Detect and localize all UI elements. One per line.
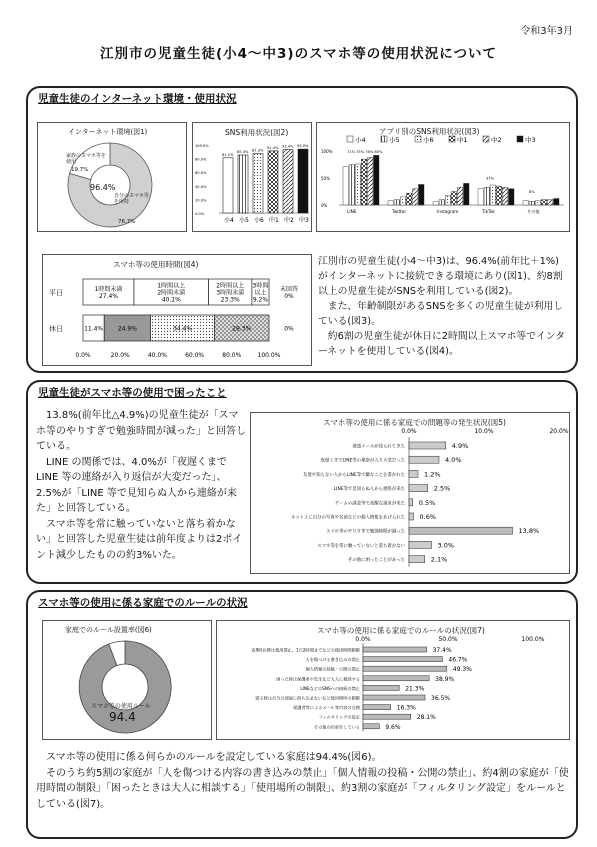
fig1-label-home: 家族のスマホ等を使用 [66,153,106,165]
fig1-chart [37,122,187,232]
fig5-bar [409,541,432,548]
fig4-segment-label: 2時間未満 [157,289,186,297]
fig2-data-label: 91.4% [267,145,279,150]
fig4-row-label: 休日 [49,325,63,333]
fig7-data-label: 28.1% [416,714,436,722]
fig2-xtick: 中3 [299,217,309,224]
fig2-ytick: 20.0% [195,198,207,203]
fig5-data-label: 0.5% [418,498,436,507]
fig4-segment-label: 以上 [254,289,267,297]
section3-para-1: スマホ等の使用に係る何らかのルールを設定している家庭は94.4%(図6)。 [36,752,382,763]
fig2-ytick: 100.0% [195,144,209,148]
fig7-category-label: その他の約束をしている [313,724,360,730]
fig3-svg [317,123,569,231]
fig4-extra-label: 0% [284,325,294,333]
section-home-rules [26,590,578,839]
fig7-category-label: 寝る時は自分の部屋に持ち込まないなど使用場所の制限 [255,695,360,701]
fig2-xtick: 小4 [224,217,234,224]
section1-para-3: 約6割の児童生徒が休日に2時間以上スマホ等でインターネットを使用している(図4)。 [318,331,566,357]
section3-para-2: そのうち約5割の家庭が「人を傷つける内容の書き込みの禁止」「個人情報の投稿・公開の禁止」、約4割の家庭が「使用時間の制限」「困ったときは大人に相談する」「使用場所の制限」、約3割の家庭が「フィルタリング設定」をルールとしている(図7)。 [36,767,569,810]
fig3-legend-label: 小6 [423,136,434,144]
fig5-category-label: ゲームの課金等で高額な請求が来た [334,501,405,507]
fig3-legend-label: 小4 [355,136,366,144]
fig3-annotation: 8% [529,190,535,194]
fig3-xtick: その他 [527,209,540,214]
fig3-title: アプリ別のSNS利用状況(図3) [379,127,480,136]
fig2-ytick: 60.0% [195,171,207,176]
section1-text [318,254,566,359]
fig7-data-label: 37.4% [432,647,452,654]
fig4-segment-label: 1時間以上 [157,282,186,290]
fig5-bar [409,513,414,520]
fig2-ytick: 0.0% [195,212,205,216]
fig1-value-own: 76.7% [118,219,136,225]
fig2-bar [253,154,263,213]
fig4-title: スマホ等の使用時間(図4) [113,260,199,269]
fig4-xtick: 100.0% [257,352,281,359]
fig7-category-label: 夜9時以降は使用禁止、1日2時間までなどの使用時間制限 [251,647,360,653]
section1-para-2: また、年齢制限があるSNSを多くの児童生徒が利用している(図3)。 [318,301,564,327]
fig3-bar [355,164,361,205]
fig3-ytick: 0% [321,203,328,208]
fig2-bar [283,149,293,213]
fig3-legend-label: 小5 [389,136,400,144]
fig3-bar [535,201,541,205]
fig1-label-own: 自分のスマホ等を所持 [114,193,149,205]
fig3-xtick: TikTok [482,209,495,214]
fig7-xtick: 0.0% [355,636,371,643]
fig7-xtick: 100.0% [521,636,545,643]
fig4-row-label: 平日 [49,289,63,297]
fig3-legend-swatch [347,136,353,142]
fig4-segment-label: 3時間未満 [216,289,245,297]
fig5-title: スマホ等の使用に係る家庭での問題等の発生状況(図5) [323,418,506,427]
fig4-segment-label: 24.9% [117,325,137,333]
fig7-data-label: 46.7% [448,656,468,664]
fig2-data-label: 93.9% [297,144,309,149]
fig4-xtick: 40.0% [147,352,167,359]
fig3-xtick: LINE [347,209,357,214]
fig3-bar [361,159,367,205]
fig1-pie [38,123,186,231]
fig3-bar [523,201,529,205]
fig3-bar [457,187,463,205]
fig5-category-label: スマホ等のやりすぎで勉強時間が減った [326,529,405,535]
fig4-segment-label: 3時間 [252,282,269,290]
fig7-data-label: 9.6% [385,723,401,731]
fig4-svg [43,255,311,365]
fig7-category-label: フィルタリングの設定 [318,714,360,720]
fig4-segment-label: 1時間未満 [94,286,123,293]
fig3-ytick: 100% [321,149,333,154]
fig3-bar [509,189,515,205]
fig7-chart [216,620,570,740]
fig7-bar [363,714,411,719]
fig3-legend-swatch [381,136,387,142]
fig7-category-label: 困った時は保護者や先生など大人に相談する [276,676,360,682]
fig3-legend-swatch [415,136,421,142]
fig5-data-label: 2.1% [430,555,448,564]
fig5-data-label: 4.0% [445,456,462,465]
fig7-category-label: 個人情報の投稿・公開の禁止 [305,666,360,672]
fig7-title: スマホ等の使用に係る家庭でのルールの状況(図7) [317,626,485,635]
fig4-segment-label: 29.3% [232,325,252,333]
fig4-extra-label: 未回答 [279,286,299,293]
section2-para-3: スマホ等を常に触っていないと落ち着かない」と回答した児童生徒は前年度よりは2ポイント減少したものの約3%いた。 [36,518,243,561]
section-heading: スマホ等の使用に係る家庭でのルールの状況 [38,597,248,609]
section2-text [36,408,246,563]
fig5-category-label: 迷惑メールが送られてきた [352,444,405,450]
fig4-segment-label: 2時間以上 [216,282,245,290]
fig3-legend-swatch [483,136,489,142]
fig3-bar [388,201,394,205]
fig6-value: 94.4 [109,710,136,724]
fig2-data-label: 85.3% [237,149,249,154]
fig3-bar [419,184,425,205]
fig3-bar [439,200,445,205]
fig3-legend-label: 中1 [457,136,468,144]
fig7-xtick: 50.0% [438,636,458,643]
fig7-svg [217,621,569,739]
fig5-data-label: 1.2% [424,470,441,479]
section2-para-1: 13.8%(前年比△4.9%)の児童生徒が「スマホ等のやりすぎで勉強時間が減った」と回答している。 [36,410,246,452]
fig7-category-label: 保護者等によるメール等内容の点検 [293,705,360,711]
fig5-bar [409,485,428,492]
fig3-bar [484,187,490,205]
document-date: 令和3年3月 [520,26,573,37]
fig5-bar [409,442,446,449]
fig5-svg [251,413,569,573]
fig7-bar [363,666,447,671]
fig6-title: 家庭でのルール設置率(図6) [65,626,152,634]
fig5-chart [250,412,570,574]
fig4-segment-label: 9.2% [252,296,269,304]
fig2-xtick: 小5 [239,217,249,224]
section-internet-usage [26,86,578,373]
fig7-bar [363,657,442,662]
fig7-bar [363,705,391,710]
fig3-bar [374,155,380,205]
fig5-bar [409,499,413,506]
fig3-chart [316,122,570,232]
fig3-annotation: 37% [486,176,494,181]
fig2-data-label: 87.3% [252,148,264,153]
fig5-data-label: 0.6% [419,513,437,521]
fig3-bar [367,157,373,205]
fig3-bar [400,197,406,205]
fig2-xtick: 中2 [284,217,294,224]
fig5-data-label: 2.5% [433,484,451,493]
fig5-bar [409,556,425,563]
fig1-title: インターネット環境(図1) [68,128,148,136]
fig5-xtick: 20.0% [549,428,569,435]
fig7-data-label: 49.3% [452,666,472,674]
fig2-xtick: 小6 [254,217,264,224]
fig5-category-label: LINE等で見知らぬ人から連絡が来た [333,487,405,493]
fig3-bar [529,201,535,205]
fig3-bar [541,200,547,205]
fig1-center-value: 96.4% [90,183,116,192]
fig3-bar [406,193,412,205]
fig2-svg [193,123,311,231]
fig3-xtick: Instagram [437,209,459,214]
fig6-label: スマホ等の使用ルール [91,703,151,710]
fig3-bar [496,186,502,205]
fig3-bar [433,202,439,205]
fig2-chart [192,122,312,232]
fig7-data-label: 16.3% [396,704,416,712]
fig3-bar [394,200,400,205]
fig3-bar [349,165,355,206]
fig3-legend-label: 中2 [491,136,502,144]
fig2-data-label: 93.4% [282,144,294,149]
fig4-segment-label: 23.3% [220,296,240,304]
fig3-bar [464,183,470,205]
fig2-ytick: 80.0% [195,157,207,162]
fig3-bar [554,199,560,205]
fig7-data-label: 36.5% [431,695,451,702]
fig3-legend-swatch [517,136,523,142]
fig3-legend-swatch [449,136,455,142]
fig4-xtick: 80.0% [222,352,242,359]
fig2-xtick: 中1 [269,217,279,224]
fig3-bar [478,189,484,205]
fig5-bar [409,456,439,463]
fig4-segment-label: 27.4% [98,293,119,300]
fig4-segment-label: 40.1% [161,296,181,304]
fig3-bar [343,167,349,205]
fig7-data-label: 38.9% [435,675,455,683]
fig3-bar [547,200,553,205]
fig2-title: SNS利用状況(図2) [225,128,289,137]
fig3-bar [412,189,418,205]
fig4-xtick: 20.0% [110,352,130,359]
fig5-category-label: 夜遅くまでLINE等の連絡が入り大変だった [320,458,405,464]
fig5-xtick: 10.0% [474,428,494,435]
fig2-bar [268,151,278,213]
fig4-xtick: 0.0% [75,352,91,359]
fig5-category-label: その他に困ったことがあった [347,558,405,564]
fig3-ytick: 50% [321,176,330,181]
fig5-bar [409,470,418,477]
fig7-category-label: 人を傷つける書き込みの禁止 [305,657,360,663]
fig3-legend-label: 中3 [525,136,536,144]
section-problems [26,380,578,584]
fig3-annotation: 71% 75% 76% 85% [347,150,383,154]
fig5-data-label: 3.0% [437,541,455,550]
fig5-category-label: ネット上に自分の写真や名前などの個人情報をあげられた [290,515,405,521]
page-title: 江別市の児童生徒(小4～中3)のスマホ等の使用状況について [99,46,498,62]
fig3-bar [445,195,451,205]
fig7-bar [363,676,429,681]
fig1-value-home: 19.7% [71,167,89,173]
fig5-category-label: 友達や知らない人からLINE等で嫌なことを書かれた [302,472,405,478]
section-heading: 児童生徒のインターネット環境・使用状況 [38,93,237,105]
fig4-extra-label: 0% [284,293,294,300]
fig2-data-label: 81.2% [222,152,234,157]
fig4-chart [42,254,312,366]
fig3-bar [502,187,508,205]
section2-para-2: LINE の関係では、4.0%が「夜遅くまでLINE 等の連絡が入り返信が大変だった」、2.5%が「LINE 等で見知らぬ人から連絡が来た」と回答している。 [36,456,237,514]
fig7-category-label: LINEなどのSNSへの接続の禁止 [300,685,360,691]
fig7-bar [363,724,379,729]
fig5-data-label: 13.8% [518,527,540,536]
fig7-bar [363,685,399,690]
fig5-bar [409,527,513,534]
section-heading: 児童生徒がスマホ等の使用で困ったこと [38,387,227,399]
section1-para-1: 江別市の児童生徒(小4～中3)は、96.4%(前年比＋1%)がインターネットに接続できる環境にあり(図1)、約8割以上の児童生徒がSNSを利用している(図2)。 [318,256,563,297]
fig7-bar [363,695,425,700]
fig7-data-label: 21.3% [405,685,425,693]
fig2-ytick: 40.0% [195,184,207,189]
fig5-category-label: スマホ等を常に触っていないと落ち着かない [317,543,405,549]
fig2-bar [298,149,308,213]
fig3-bar [490,185,496,205]
fig4-xtick: 60.0% [185,352,205,359]
section3-text [36,750,572,812]
fig4-segment-label: 34.4% [172,325,193,333]
fig3-xtick: Twitter [392,209,407,214]
fig6-chart [42,620,212,740]
fig4-segment-label: 11.4% [84,325,104,333]
fig5-data-label: 4.9% [451,442,469,450]
fig2-bar [223,158,233,213]
fig5-xtick: 0.0% [401,428,417,435]
fig2-bar [238,155,248,213]
fig3-bar [451,192,457,206]
fig7-bar [363,647,427,652]
